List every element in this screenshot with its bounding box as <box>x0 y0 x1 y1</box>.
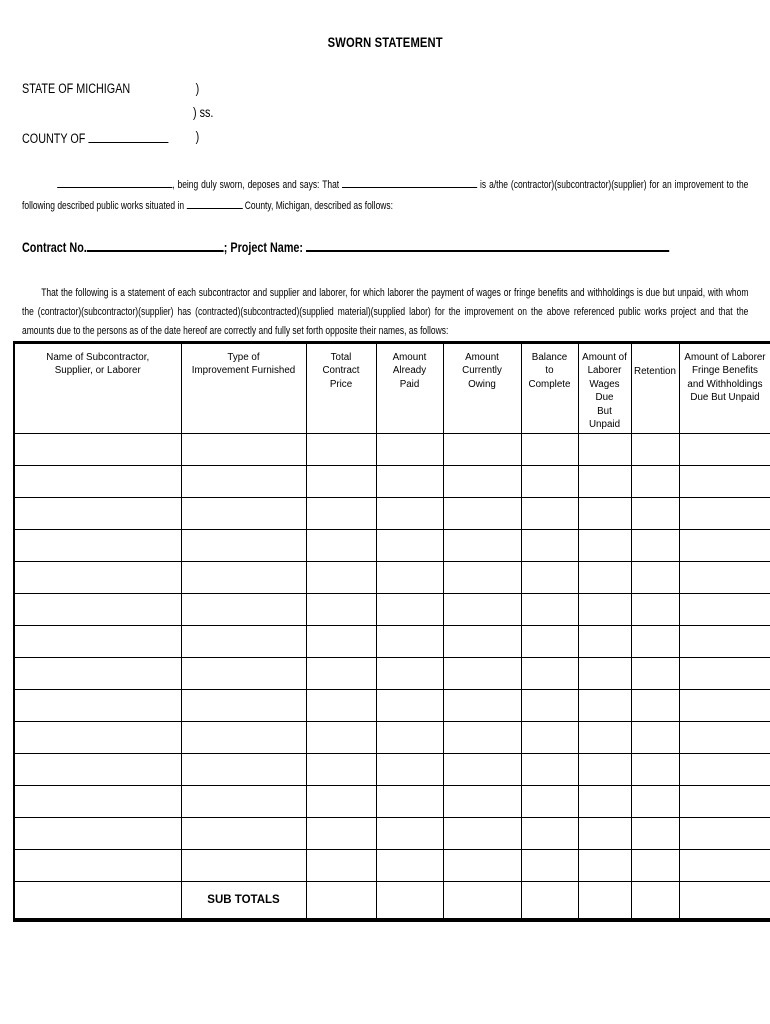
table-cell[interactable] <box>14 754 181 786</box>
table-cell[interactable] <box>679 562 770 594</box>
table-cell[interactable] <box>631 626 679 658</box>
table-cell[interactable] <box>631 594 679 626</box>
table-cell[interactable] <box>631 818 679 850</box>
table-cell[interactable] <box>631 498 679 530</box>
fill-in-blank[interactable] <box>57 175 172 188</box>
column-header: Name of Subcontractor, Supplier, or Laborer <box>14 343 181 434</box>
table-cell[interactable] <box>376 466 443 498</box>
table-cell[interactable] <box>376 786 443 818</box>
subtotals-cell[interactable] <box>14 882 181 920</box>
table-cell[interactable] <box>181 498 306 530</box>
table-row <box>14 594 770 626</box>
table-cell[interactable] <box>521 466 578 498</box>
table-cell[interactable] <box>14 466 181 498</box>
county-fill-in-blank[interactable] <box>88 129 168 143</box>
ss-label: ) ss. <box>193 105 214 120</box>
table-cell[interactable] <box>181 850 306 882</box>
table-row <box>14 562 770 594</box>
table-cell[interactable] <box>376 722 443 754</box>
table-cell[interactable] <box>443 626 521 658</box>
table-cell[interactable] <box>443 466 521 498</box>
table-cell[interactable] <box>521 626 578 658</box>
subtotals-cell[interactable] <box>306 882 376 920</box>
table-cell[interactable] <box>14 562 181 594</box>
table-cell[interactable] <box>631 722 679 754</box>
table-cell[interactable] <box>443 722 521 754</box>
table-cell[interactable] <box>631 466 679 498</box>
table-cell[interactable] <box>631 786 679 818</box>
form-text: Contract No. <box>22 240 87 255</box>
table-cell[interactable] <box>376 754 443 786</box>
table-cell[interactable] <box>679 722 770 754</box>
table-cell[interactable] <box>306 658 376 690</box>
table-cell[interactable] <box>443 530 521 562</box>
table-cell[interactable] <box>376 594 443 626</box>
table-cell[interactable] <box>443 818 521 850</box>
jurat-state-line <box>22 81 422 96</box>
table-cell[interactable] <box>376 434 443 466</box>
table-cell[interactable] <box>181 690 306 722</box>
table-cell[interactable] <box>578 466 631 498</box>
fill-in-blank[interactable] <box>342 175 477 188</box>
table-cell[interactable] <box>306 690 376 722</box>
subtotals-cell[interactable] <box>521 882 578 920</box>
table-cell[interactable] <box>679 434 770 466</box>
table-cell[interactable] <box>578 818 631 850</box>
table-cell[interactable] <box>521 658 578 690</box>
table-cell[interactable] <box>521 754 578 786</box>
table-row <box>14 722 770 754</box>
form-text: ; Project Name: <box>223 240 307 255</box>
table-cell[interactable] <box>376 530 443 562</box>
table-cell[interactable] <box>679 498 770 530</box>
table-cell[interactable] <box>443 850 521 882</box>
table-row <box>14 626 770 658</box>
table-row <box>14 530 770 562</box>
fill-in-blank[interactable] <box>186 196 242 209</box>
subtotals-cell[interactable] <box>631 882 679 920</box>
table-row <box>14 850 770 882</box>
form-text: County, Michigan, described as follows: <box>242 199 393 212</box>
table-cell[interactable] <box>631 754 679 786</box>
table-cell[interactable] <box>376 562 443 594</box>
fill-in-blank[interactable] <box>87 236 224 252</box>
table-row <box>14 498 770 530</box>
table-cell[interactable] <box>631 658 679 690</box>
table-cell[interactable] <box>521 722 578 754</box>
table-cell[interactable] <box>443 498 521 530</box>
table-cell[interactable] <box>679 690 770 722</box>
table-cell[interactable] <box>306 850 376 882</box>
contract-project-line <box>22 236 766 255</box>
table-cell[interactable] <box>306 562 376 594</box>
table-cell[interactable] <box>14 850 181 882</box>
document-title: SWORN STATEMENT <box>327 34 443 50</box>
table-cell[interactable] <box>306 466 376 498</box>
table-cell[interactable] <box>181 754 306 786</box>
table-cell[interactable] <box>521 530 578 562</box>
table-cell[interactable] <box>181 466 306 498</box>
table-cell[interactable] <box>14 626 181 658</box>
table-cell[interactable] <box>306 626 376 658</box>
table-cell[interactable] <box>631 530 679 562</box>
table-cell[interactable] <box>578 594 631 626</box>
table-cell[interactable] <box>631 562 679 594</box>
table-cell[interactable] <box>306 530 376 562</box>
table-cell[interactable] <box>521 786 578 818</box>
table-cell[interactable] <box>14 594 181 626</box>
subtotals-row <box>14 882 770 920</box>
column-header: Amount of Laborer Wages Due But Unpaid <box>578 343 631 434</box>
column-header: Amount Currently Owing <box>443 343 521 434</box>
table-header <box>14 343 770 434</box>
table-cell[interactable] <box>443 562 521 594</box>
table-cell[interactable] <box>376 690 443 722</box>
table-cell[interactable] <box>679 626 770 658</box>
table-cell[interactable] <box>14 434 181 466</box>
subtotals-cell[interactable] <box>578 882 631 920</box>
table-cell[interactable] <box>521 594 578 626</box>
table-cell[interactable] <box>181 722 306 754</box>
table-cell[interactable] <box>521 690 578 722</box>
table-row <box>14 658 770 690</box>
table-cell[interactable] <box>578 754 631 786</box>
table-cell[interactable] <box>578 658 631 690</box>
table-cell[interactable] <box>306 818 376 850</box>
state-label: STATE OF MICHIGAN <box>22 81 131 96</box>
form-text: , being duly sworn, deposes and says: That <box>172 179 343 191</box>
table-cell[interactable] <box>181 434 306 466</box>
table-cell[interactable] <box>181 626 306 658</box>
table-cell[interactable] <box>679 594 770 626</box>
table-cell[interactable] <box>376 626 443 658</box>
table-cell[interactable] <box>376 498 443 530</box>
county-paren: ) <box>195 129 200 144</box>
table-cell[interactable] <box>578 850 631 882</box>
table-row <box>14 434 770 466</box>
table-cell[interactable] <box>306 498 376 530</box>
table-cell[interactable] <box>578 722 631 754</box>
table-cell[interactable] <box>578 690 631 722</box>
table-cell[interactable] <box>181 530 306 562</box>
subtotals-cell[interactable] <box>443 882 521 920</box>
table-cell[interactable] <box>679 850 770 882</box>
table-cell[interactable] <box>679 754 770 786</box>
table-cell[interactable] <box>14 786 181 818</box>
table-cell[interactable] <box>376 818 443 850</box>
table-row <box>14 690 770 722</box>
table-cell[interactable] <box>14 658 181 690</box>
table-cell[interactable] <box>679 786 770 818</box>
table-cell[interactable] <box>521 850 578 882</box>
state-paren: ) <box>195 81 200 96</box>
table-cell[interactable] <box>306 754 376 786</box>
column-header: Balance to Complete <box>521 343 578 434</box>
table-cell[interactable] <box>578 434 631 466</box>
table-cell[interactable] <box>14 690 181 722</box>
sworn-statement-table <box>13 341 770 922</box>
table-cell[interactable] <box>14 498 181 530</box>
table-cell[interactable] <box>306 434 376 466</box>
table-cell[interactable] <box>521 818 578 850</box>
table-cell[interactable] <box>306 594 376 626</box>
table-cell[interactable] <box>679 466 770 498</box>
table-cell[interactable] <box>578 786 631 818</box>
table-cell[interactable] <box>578 626 631 658</box>
table-cell[interactable] <box>578 498 631 530</box>
table-cell[interactable] <box>181 658 306 690</box>
table-cell[interactable] <box>631 434 679 466</box>
table-cell[interactable] <box>181 562 306 594</box>
table-cell[interactable] <box>14 530 181 562</box>
table-body <box>14 434 770 920</box>
table-cell[interactable] <box>578 530 631 562</box>
column-header: Total Contract Price <box>306 343 376 434</box>
table-cell[interactable] <box>679 530 770 562</box>
table-cell[interactable] <box>306 722 376 754</box>
table-cell[interactable] <box>443 434 521 466</box>
table-header-row <box>14 343 770 434</box>
table-row <box>14 466 770 498</box>
table-cell[interactable] <box>521 434 578 466</box>
table-cell[interactable] <box>14 818 181 850</box>
opening-paragraph <box>22 175 748 216</box>
table-cell[interactable] <box>443 594 521 626</box>
table-cell[interactable] <box>376 658 443 690</box>
subtotals-label: SUB TOTALS <box>181 882 306 920</box>
table-cell[interactable] <box>443 786 521 818</box>
subtotals-cell[interactable] <box>679 882 770 920</box>
table-cell[interactable] <box>443 690 521 722</box>
fill-in-blank[interactable] <box>306 236 669 252</box>
county-label: COUNTY OF <box>22 131 86 146</box>
table-cell[interactable] <box>181 818 306 850</box>
subtotals-cell[interactable] <box>376 882 443 920</box>
column-header: Amount of Laborer Fringe Benefits and Withholdings Due But Unpaid <box>679 343 770 434</box>
table-cell[interactable] <box>306 786 376 818</box>
column-header: Retention <box>631 343 679 434</box>
column-header: Type of Improvement Furnished <box>181 343 306 434</box>
jurat-county-line <box>22 129 422 146</box>
table-cell[interactable] <box>631 690 679 722</box>
table-cell[interactable] <box>14 722 181 754</box>
table-cell[interactable] <box>443 754 521 786</box>
table-cell[interactable] <box>578 562 631 594</box>
jurat-ss-line <box>193 105 353 120</box>
statement-paragraph: That the following is a statement of each subcontractor and supplier and laborer, for which laborer the payment of wages or fringe benefits and withholdings is due but unpaid, with whom the (contractor)(subcontractor)(supplier) has (contracted)(subcontracted)(supplied material)(supplied labor) for the improvement on the above referenced public works project and that the amounts due to the persons as of the date hereof are correctly and fully set forth opposite their names, as follows: <box>22 287 749 338</box>
table-cell[interactable] <box>443 658 521 690</box>
column-header: Amount Already Paid <box>376 343 443 434</box>
table-cell[interactable] <box>679 818 770 850</box>
table-row <box>14 786 770 818</box>
table-cell[interactable] <box>631 850 679 882</box>
table-cell[interactable] <box>181 786 306 818</box>
table-cell[interactable] <box>376 850 443 882</box>
table-cell[interactable] <box>521 498 578 530</box>
form-text: is a/the (contractor)(subcontractor)(supplier) for an improvement to the following described public works situated in <box>22 179 749 212</box>
table-row <box>14 818 770 850</box>
table-cell[interactable] <box>521 562 578 594</box>
table-cell[interactable] <box>181 594 306 626</box>
table-cell[interactable] <box>679 658 770 690</box>
table-row <box>14 754 770 786</box>
